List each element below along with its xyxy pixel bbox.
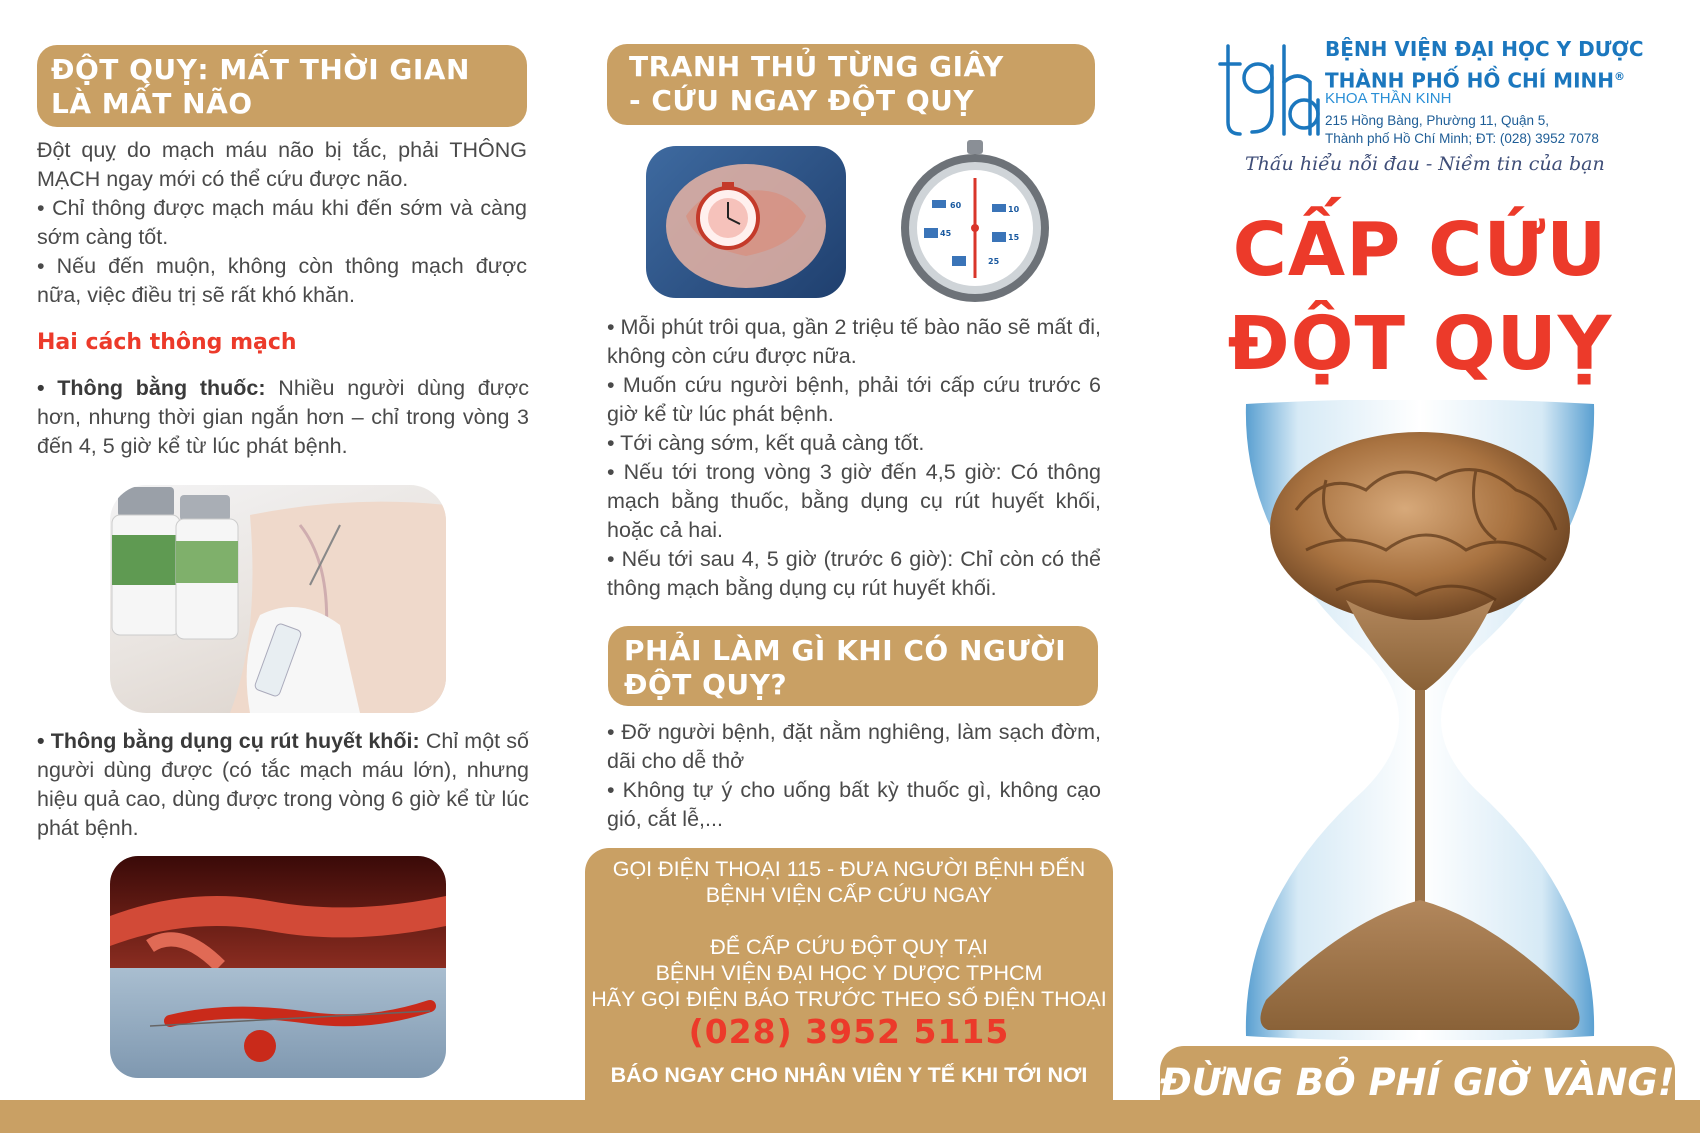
bullet-1: • Đỡ người bệnh, đặt nằm nghiêng, làm sạch đờm, dãi cho dễ thở [607, 720, 1101, 773]
method-device [37, 727, 529, 843]
heading-line-1: PHẢI LÀM GÌ KHI CÓ NGƯỜI [624, 634, 1067, 667]
brain-clock-illustration [646, 146, 846, 298]
method-drug-text: Nhiều người dùng được hơn, nhưng thời gian ngắn hơn – chỉ trong vòng 3 đến 4, 5 giờ kể từ lúc phát bệnh. [37, 376, 529, 458]
golden-hour-banner-text: ĐỪNG BỎ PHÍ GIỜ VÀNG! [1160, 1061, 1675, 1104]
method-device-label: • Thông bằng dụng cụ rút huyết khối: [37, 729, 420, 753]
subheading-two-methods: Hai cách thông mạch [37, 330, 297, 355]
callout-line-2: BỆNH VIỆN CẤP CỨU NGAY [705, 883, 993, 907]
heading-line-2: LÀ MẤT NÃO [51, 86, 253, 120]
address-line-2: Thành phố Hồ Chí Minh; ĐT: (028) 3952 7078 [1325, 131, 1599, 146]
stopwatch-photo [896, 138, 1054, 306]
department-name: KHOA THẦN KINH [1325, 90, 1452, 107]
hospital-slogan: Thấu hiểu nỗi đau - Niềm tin của bạn [1245, 153, 1605, 175]
injection-illustration [110, 485, 446, 713]
hospital-name [1325, 36, 1644, 95]
intro-bullet-2: • Nếu đến muộn, không còn thông mạch được nữa, việc điều trị sẽ rất khó khăn. [37, 254, 527, 307]
clot-illustration [110, 856, 446, 1078]
injection-photo [110, 485, 446, 713]
main-title-line-1: CẤP CỨU [1232, 207, 1608, 293]
intro-bullet-1: • Chỉ thông được mạch máu khi đến sớm và càng sớm càng tốt. [37, 196, 527, 249]
clock-label-10: 10 [1008, 205, 1020, 214]
hospital-address [1325, 112, 1599, 148]
bullet-5: • Nếu tới sau 4, 5 giờ (trước 6 giờ): Chỉ còn có thể thông mạch bằng dụng cụ rút huyết khối. [607, 547, 1101, 600]
method-device-text: Chỉ một số người dùng được (có tắc mạch máu lớn), nhưng hiệu quả cao, dùng được trong vòng 6 giờ kể từ lúc phát bệnh. [37, 729, 529, 840]
stopwatch-illustration [896, 138, 1054, 306]
bullet-3: • Tới càng sớm, kết quả càng tốt. [607, 431, 925, 455]
callout-line-3: ĐỂ CẤP CỨU ĐỘT QUỴ TẠI [710, 935, 988, 959]
clock-label-45: 45 [940, 229, 952, 238]
bullet-4: • Nếu tới trong vòng 3 giờ đến 4,5 giờ: Có thông mạch bằng thuốc, bằng dụng cụ rút huyết khối, hoặc cả hai. [607, 460, 1101, 542]
intro-paragraph: Đột quỵ do mạch máu não bị tắc, phải THÔNG MẠCH ngay mới có thể cứu được não. [37, 138, 527, 191]
callout-line-5: HÃY GỌI ĐIỆN BÁO TRƯỚC THEO SỐ ĐIỆN THOẠI [591, 987, 1107, 1011]
clock-label-60: 60 [950, 201, 962, 210]
emergency-phone-number[interactable]: (028) 3952 5115 [688, 1012, 1010, 1051]
callout-line-6: BÁO NGAY CHO NHÂN VIÊN Y TẾ KHI TỚI NƠI [610, 1063, 1088, 1087]
heading-line-1: TRANH THỦ TỪNG GIÂY [629, 50, 1004, 83]
clot-retrieval-photo [110, 856, 446, 1078]
intro-text [37, 136, 527, 310]
bullet-2: • Không tự ý cho uống bất kỳ thuốc gì, không cạo gió, cắt lễ,... [607, 778, 1101, 831]
section-heading-lost-time [37, 45, 527, 127]
section-heading-what-to-do [608, 626, 1098, 706]
clock-label-25: 25 [988, 257, 1000, 266]
heading-line-1: ĐỘT QUỴ: MẤT THỜI GIAN [51, 53, 470, 86]
what-to-do-bullets [607, 718, 1101, 834]
hourglass-brain-illustration [1226, 400, 1614, 1040]
method-drug [37, 374, 529, 461]
address-line-1: 215 Hồng Bàng, Phường 11, Quận 5, [1325, 113, 1550, 128]
brain-clock-photo [646, 146, 846, 298]
hospital-logo [1218, 42, 1322, 138]
hourglass-brain-graphic [1226, 400, 1614, 1040]
callout-line-1: GỌI ĐIỆN THOẠI 115 - ĐƯA NGƯỜI BỆNH ĐẾN [612, 857, 1086, 881]
clock-label-15: 15 [1008, 233, 1020, 242]
main-title [1200, 203, 1640, 391]
heading-line-2: - CỨU NGAY ĐỘT QUỴ [629, 83, 975, 117]
hospital-name-line-1: BỆNH VIỆN ĐẠI HỌC Y DƯỢC [1325, 37, 1644, 61]
section-heading-every-second [607, 44, 1095, 125]
heading-line-2: ĐỘT QUỴ? [624, 667, 788, 701]
method-drug-label: • Thông bằng thuốc: [37, 376, 266, 400]
main-title-line-2: ĐỘT QUỴ [1227, 301, 1613, 387]
hospital-name-line-2: THÀNH PHỐ HỒ CHÍ MINH [1325, 68, 1615, 93]
registered-mark: ® [1614, 70, 1626, 83]
callout-line-4: BỆNH VIỆN ĐẠI HỌC Y DƯỢC TPHCM [655, 961, 1043, 985]
hospital-logo-mark [1218, 42, 1322, 138]
every-second-bullets [607, 313, 1101, 603]
call-115-callout [585, 848, 1113, 1110]
bullet-2: • Muốn cứu người bệnh, phải tới cấp cứu trước 6 giờ kể từ lúc phát bệnh. [607, 373, 1101, 426]
bullet-1: • Mỗi phút trôi qua, gần 2 triệu tế bào não sẽ mất đi, không còn cứu được nữa. [607, 315, 1101, 368]
